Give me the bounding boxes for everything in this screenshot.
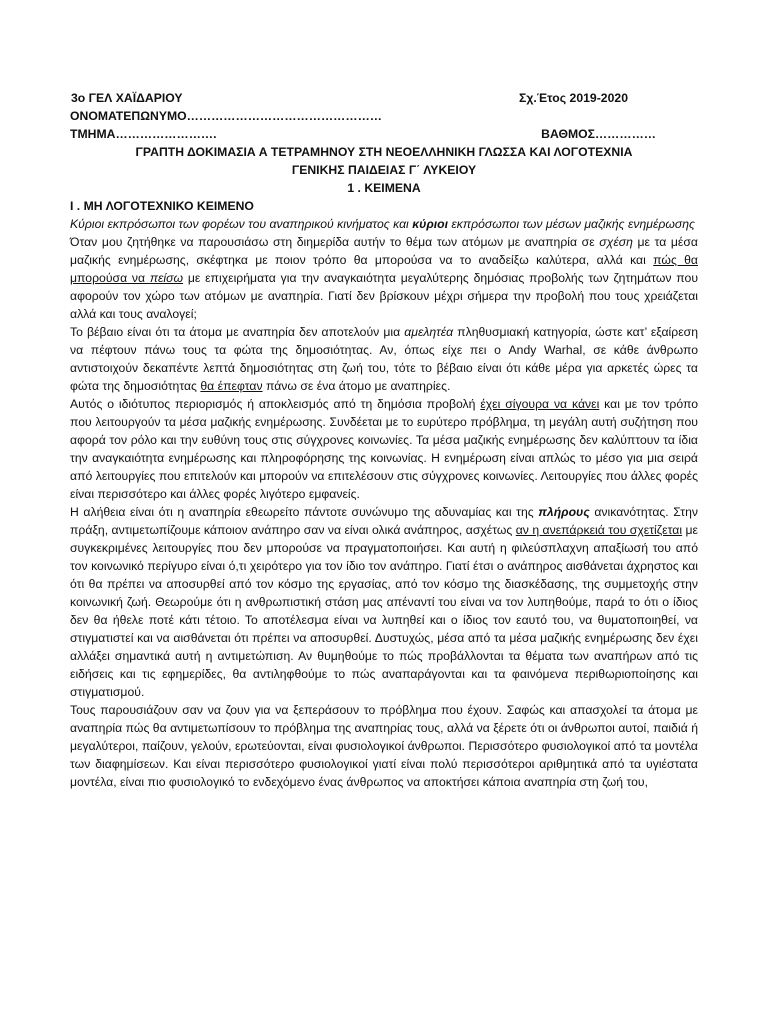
text-subtitle: Κύριοι εκπρόσωποι των φορέων του αναπηρικού κινήματος και κύριοι εκπρόσωποι των μέσων μαζικής ενημέρωσης (70, 217, 695, 231)
name-line: ΟΝΟΜΑΤΕΠΩΝΥΜΟ………………………………………… (70, 109, 382, 123)
header-row-class (70, 125, 698, 143)
paragraph-1: Όταν μου ζητήθηκε να παρουσιάσω στη διημερίδα αυτήν το θέμα των ατόμων με αναπηρία σε σχέση με τα μέσα μαζικής ενημέρωσης, σκέφτηκα με ποιον τρόπο θα μπορούσα να το αναδείξω καλύτερα, αλλά και πώς θα μπορούσα να πείσω με επιχειρήματα για την αναγκαιότητα μεγαλύτερης δημόσιας προβολής των ζητημάτων που αφορούν τον χώρο των ατόμων με αναπηρία. Γιατί δεν βρίσκουν μέχρι σήμερα την προβολή που τους χρειάζεται αλλά και τους αναλογεί; (70, 235, 699, 321)
texts-heading: 1 . ΚΕΙΜΕΝΑ (347, 181, 421, 195)
paragraph-4: Η αλήθεια είναι ότι η αναπηρία εθεωρείτο πάντοτε συνώνυμο της αδυναμίας και της πλήρους ανικανότητας. Στην πράξη, αντιμετωπίζουμε κάποιον ανάπηρο σαν να είναι ολικά ανάπηρος, ασχέτως αν η ανεπάρκειά του σχετίζεται με συγκεκριμένες λειτουργίες που δεν μπορούσε να πραγματοποιήσει. Και αυτή η φιλεύσπλαχνη απαξίωσή του από τον κοινωνικό περίγυρο είναι ό,τι χειρότερο για τον ίδιο τον ανάπηρο. Γιατί έτσι ο ανάπηρος αισθάνεται άχρηστος και ότι θα πρέπει να αποσυρθεί από τον κόσμο της εργασίας, από τον κόσμο της διασκέδασης, της συμμετοχής στην κοινωνική ζωή. Θεωρούμε ότι η ανθρωπιστική στάση μας απέναντί του είναι να τον λυπηθούμε, παρά το ότι ο ίδιος δεν θα ήθελε ποτέ κάτι τέτοιο. Το αποτέλεσμα είναι να λυπηθεί και ο ίδιος τον εαυτό του, να θυματοποιηθεί, να στιγματιστεί και να αισθάνεται ότι πρέπει να αποσυρθεί. Δυστυχώς, μέσα από τα μέσα μαζικής ενημέρωσης δεν έχει αλλάξει σημαντικά αυτή η αντιμετώπιση. Αν θυμηθούμε το πώς προβάλλονται τα θέματα των αναπήρων από τις ειδήσεις και τις εφημερίδες, θα αντιληφθούμε το πώς αναπαράγονται και τα φαινόμενα περιθωριοποίησης και στιγματισμού. (70, 505, 698, 699)
school-name: 3ο ΓΕΛ ΧΑΪΔΑΡΙΟΥ (71, 91, 183, 105)
section-heading: Ι . ΜΗ ΛΟΓΟΤΕΧΝΙΚΟ ΚΕΙΜΕΝΟ (70, 199, 254, 213)
paragraph-3: Αυτός ο ιδιότυπος περιορισμός ή αποκλεισμός από τη δημόσια προβολή έχει σίγουρα να κάνει και με τον τρόπο που λειτουργούν τα μέσα μαζικής ενημέρωσης. Συνδέεται με το ευρύτερο πρόβλημα, τη μεγάλη αυτή συζήτηση που αφορά τον ρόλο και την ευθύνη τους στις σύγχρονες κοινωνίες. Τα μέσα μαζικής ενημέρωσης δεν καλύπτουν τα ίδια την αναγκαιότητα ενημέρωσης και πληροφόρησης της κοινωνίας. Η ενημέρωση είναι απλώς το μέσο για μια σειρά από λειτουργίες που επιτελούν και μπορούν να επιτελέσουν στις σύγχρονες κοινωνίες. Λειτουργίες που άλλες φορές είναι περισσότερο και άλλες φορές λιγότερο εμφανείς. (70, 397, 698, 501)
document-content (70, 89, 698, 791)
exam-subtitle: ΓΕΝΙΚΗΣ ΠΑΙΔΕΙΑΣ Γ΄ ΛΥΚΕΙΟΥ (291, 163, 477, 177)
exam-title: ΓΡΑΠΤΗ ΔΟΚΙΜΑΣΙΑ Α ΤΕΤΡΑΜΗΝΟΥ ΣΤΗ ΝΕΟΕΛΛΗΝΙΚΗ ΓΛΩΣΣΑ ΚΑΙ ΛΟΓΟΤΕΧΝΙΑ (135, 145, 633, 159)
class-line: ΤΜΗΜΑ……………………. (70, 127, 217, 141)
grade-line: ΒΑΘΜΟΣ…………… (541, 127, 656, 141)
paragraph-5: Τους παρουσιάζουν σαν να ζουν για να ξεπεράσουν το πρόβλημα που έχουν. Σαφώς και απασχολεί τα άτομα με αναπηρία πώς θα αντιμετωπίσουν το πρόβλημα της αναπηρίας τους, αλλά να ξέρετε ότι οι άνθρωποι αυτοί, παιδιά ή μεγαλύτεροι, παίζουν, γελούν, ερωτεύονται, είναι φυσιολογικοί άνθρωποι. Περισσότερο φυσιολογικοί από τα μοντέλα των διαφημίσεων. Και είναι περισσότερο φυσιολογικοί γιατί είναι πολύ περισσότεροι αριθμητικά από τα υγιέστατα μοντέλα, είναι πιο φυσιολογικό το ενδεχόμενο ένας άνθρωπος να αποκτήσει κάποια αναπηρία στη ζωή του, (70, 703, 698, 789)
paragraph-2: Το βέβαιο είναι ότι τα άτομα με αναπηρία δεν αποτελούν μια αμελητέα πληθυσμιακή κατηγορία, ώστε κατ’ εξαίρεση να πέφτουν πάνω τους τα φώτα της δημοσιότητας. Αν, όπως είχε πει ο Andy Warhal, σε κάθε άνθρωπο αντιστοιχούν δεκαπέντε λεπτά δημοσιότητας στη ζωή του, τότε το βέβαιο είναι ότι κάθε μέρα για αρκετές ώρες τα φώτα της δημοσιότητας θα έπεφταν πάνω σε ένα άτομο με αναπηρίες. (70, 325, 698, 393)
school-year: Σχ.Έτος 2019-2020 (518, 91, 628, 105)
header-row-school (70, 89, 698, 107)
